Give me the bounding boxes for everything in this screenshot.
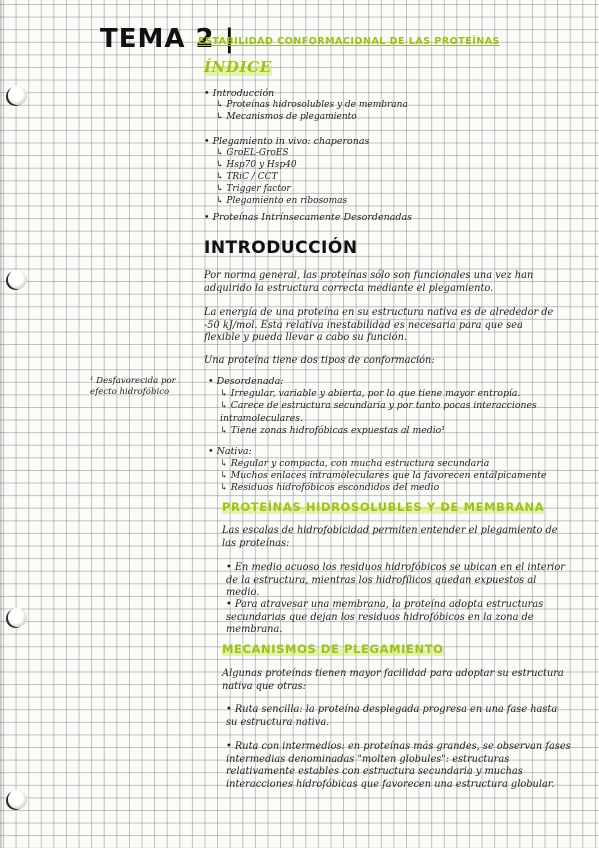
mecanismos-paragraph: Algunas proteínas tienen mayor facilidad para adoptar su estructura nativa que otras: bbox=[222, 668, 564, 692]
indice-subitem: ↳ TRiC / CCT bbox=[216, 172, 278, 182]
nativa-item: ↳ Regular y compacta, con mucha estructura secundaria bbox=[220, 458, 490, 469]
desordenada-label: • Desordenada: bbox=[208, 376, 284, 387]
introduccion-heading: INTRODUCCIÓN bbox=[204, 238, 358, 258]
desordenada-item: ↳ Carece de estructura secundaria y por tanto pocas interacciones intramoleculares. bbox=[220, 400, 537, 424]
desordenada-item: ↳ Tiene zonas hidrofóbicas expuestas al medio¹ bbox=[220, 425, 446, 436]
hidrosolubles-paragraph: Las escalas de hidrofobicidad permiten entender el plegamiento de las proteínas: bbox=[222, 525, 558, 549]
binder-hole-1 bbox=[8, 86, 27, 105]
introduccion-paragraph-2: La energía de una proteína en su estructura nativa es de alrededor de -50 kJ/mol. Esta relativa inestabilidad es necesaria para que sea flexible y pueda llevar a cabo su función. bbox=[204, 307, 554, 344]
nativa-item: ↳ Residuos hidrofóbicos escondidos del medio bbox=[220, 482, 440, 493]
indice-item: • Introducción bbox=[204, 88, 275, 99]
mecanismos-bullet: • Ruta sencilla: la proteína desplegada progresa en una fase hasta su estructura nativa. bbox=[226, 704, 558, 728]
hidrosolubles-bullet: • Para atravesar una membrana, la proteína adopta estructuras secundarias que dejan los residuos hidrofóbicos en la zona de membrana. bbox=[226, 599, 544, 636]
indice-subitem: ↳ Plegamiento en ribosomas bbox=[216, 196, 348, 206]
margin-note: ¹ Desfavorecida por efecto hidrofóbico bbox=[90, 376, 176, 397]
indice-subitem: ↳ Trigger factor bbox=[216, 184, 291, 194]
page-title: TEMA 2 | bbox=[100, 24, 236, 54]
indice-subitem: ↳ Proteínas hidrosolubles y de membrana bbox=[216, 100, 408, 110]
indice-heading: ÍNDICE bbox=[204, 58, 272, 76]
page-left-edge bbox=[0, 0, 2, 848]
binder-hole-2 bbox=[8, 270, 27, 289]
hidrosolubles-heading: PROTEÍNAS HIDROSOLUBLES Y DE MEMBRANA bbox=[222, 500, 545, 514]
binder-hole-3 bbox=[8, 608, 27, 627]
indice-item: • Proteínas Intrínsecamente Desordenadas bbox=[204, 212, 412, 223]
mecanismos-bullet: • Ruta con intermedios: en proteínas más grandes, se observan fases intermedias denominadas "molten globules": estructuras relativamente estables con estructura secundaria y muchas interacciones hidrofóbicas que favorecen una estructura globular. bbox=[226, 741, 571, 790]
mecanismos-heading: MECANISMOS DE PLEGAMIENTO bbox=[222, 642, 444, 656]
indice-subitem: ↳ GroEL-GroES bbox=[216, 148, 289, 158]
indice-item: • Plegamiento in vivo: chaperonas bbox=[204, 136, 370, 147]
nativa-item: ↳ Muchos enlaces intramoleculares que la favorecen entálpicamente bbox=[220, 470, 547, 481]
introduccion-paragraph-1: Por norma general, las proteínas sólo son funcionales una vez han adquirido la estructura correcta mediante el plegamiento. bbox=[204, 270, 534, 294]
binder-hole-4 bbox=[8, 790, 27, 809]
page-subtitle: ESTABILIDAD CONFORMACIONAL DE LAS PROTEÍNAS bbox=[198, 36, 500, 47]
hidrosolubles-bullet: • En medio acuoso los residuos hidrofóbicos se ubican en el interior de la estructura, mientras los hidrofílicos quedan expuestos al medio. bbox=[226, 562, 565, 599]
desordenada-item: ↳ Irregular, variable y abierta, por lo que tiene mayor entropía. bbox=[220, 388, 521, 399]
introduccion-paragraph-3: Una proteína tiene dos tipos de conformación: bbox=[204, 355, 435, 366]
indice-subitem: ↳ Hsp70 y Hsp40 bbox=[216, 160, 297, 170]
indice-subitem: ↳ Mecanismos de plegamiento bbox=[216, 112, 357, 122]
nativa-label: • Nativa: bbox=[208, 446, 252, 457]
